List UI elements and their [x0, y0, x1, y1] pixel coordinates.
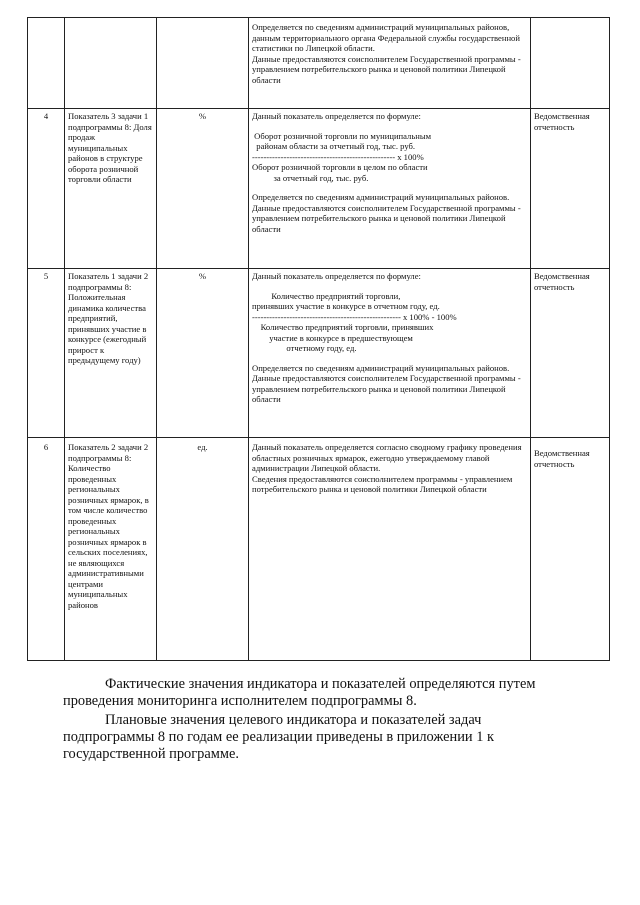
table-row: [28, 269, 610, 438]
cell-name: [65, 18, 157, 109]
cell-description: [249, 269, 531, 438]
cell-source: Ведомственная отчетность: [531, 109, 610, 269]
cell-description: [249, 109, 531, 269]
description-text: Данный показатель определяется согласно сводному графику проведения областных розничных ярмарок, ежегодно утверждаемому главой администрации Липецкой области. Сведения предоставляются соисполнителем программы - управлением потребительского рынка и ценовой политики Липецкой области: [252, 442, 522, 494]
cell-name: Показатель 3 задачи 1 подпрограммы 8: Доля продаж муниципальных районов в структуре оборота розничной торговли области: [65, 109, 157, 269]
table-row: [28, 18, 610, 109]
paragraph-actual-values: [63, 676, 608, 710]
cell-description: [249, 18, 531, 109]
paragraph-line: проведения мониторинга исполнителем подпрограммы 8.: [63, 693, 417, 709]
table-row: [28, 109, 610, 269]
formula-line: Оборот розничной торговли по муниципальным: [252, 130, 432, 141]
cell-num: 5: [28, 269, 65, 438]
cell-description: [249, 438, 531, 661]
formula-line: районам области за отчетный год, тыс. руб.: [252, 141, 416, 151]
formula-line: Количество предприятий торговли,: [252, 290, 401, 301]
formula-line: -------------------------------------------------- х 100%: [252, 151, 424, 162]
cell-unit: [157, 18, 249, 109]
cell-num: [28, 18, 65, 109]
formula-line: ---------------------------------------------------- х 100% - 100%: [252, 311, 457, 322]
cell-unit: ед.: [157, 438, 249, 661]
cell-name: Показатель 2 задачи 2 подпрограммы 8: Количество проведенных региональных розничных ярмарок, в том числе количество проведенных региональных розничных ярмарок в сельских поселениях, не являющихся административными центрами муниципальных районов: [65, 438, 157, 661]
cell-unit: %: [157, 109, 249, 269]
formula-line: Количество предприятий торговли, принявших: [252, 322, 434, 332]
paragraph-line: государственной программе.: [63, 746, 239, 762]
cell-num: 4: [28, 109, 65, 269]
formula-intro: Данный показатель определяется по формуле:: [252, 111, 421, 121]
paragraph-line: Фактические значения индикатора и показателей определяются путем: [105, 676, 536, 692]
formula-line: за отчетный год, тыс. руб.: [252, 172, 369, 183]
cell-unit: %: [157, 269, 249, 438]
formula-line: Оборот розничной торговли в целом по области: [252, 162, 428, 172]
paragraph-planned-values: [63, 712, 608, 763]
note-text: Определяется по сведениям администраций муниципальных районов. Данные предоставляются соисполнителем Государственной программы - управлением потребительского рынка и ценовой политики Липецкой области: [252, 192, 521, 234]
paragraph-line: Плановые значения целевого индикатора и показателей задач: [105, 712, 482, 728]
formula-intro: Данный показатель определяется по формуле:: [252, 271, 421, 281]
cell-source: Ведомственная отчетность: [531, 438, 610, 661]
formula-line: принявших участие в конкурсе в отчетном году, ед.: [252, 301, 440, 311]
formula-line: участие в конкурсе в предшествующем: [252, 332, 413, 343]
indicators-table: [27, 17, 610, 661]
cell-num: 6: [28, 438, 65, 661]
note-text: Определяется по сведениям администраций муниципальных районов. Данные предоставляются соисполнителем Государственной программы - управлением потребительского рынка и ценовой политики Липецкой области: [252, 362, 521, 404]
table-row: [28, 438, 610, 661]
paragraph-line: подпрограммы 8 по годам ее реализации приведены в приложении 1 к: [63, 729, 495, 745]
description-text: Определяется по сведениям администраций муниципальных районов, данным территориального органа Федеральной службы государственной статистики по Липецкой области. Данные предоставляются соисполнителем Государственной программы - управлением потребительского рынка и ценовой политики Липецкой области: [252, 22, 521, 85]
cell-name: Показатель 1 задачи 2 подпрограммы 8: Положительная динамика количества предприятий, принявших участие в конкурсе (ежегодный прирост к предыдущему году): [65, 269, 157, 438]
cell-source: [531, 18, 610, 109]
cell-source: Ведомственная отчетность: [531, 269, 610, 438]
formula-line: отчетному году, ед.: [252, 343, 357, 353]
